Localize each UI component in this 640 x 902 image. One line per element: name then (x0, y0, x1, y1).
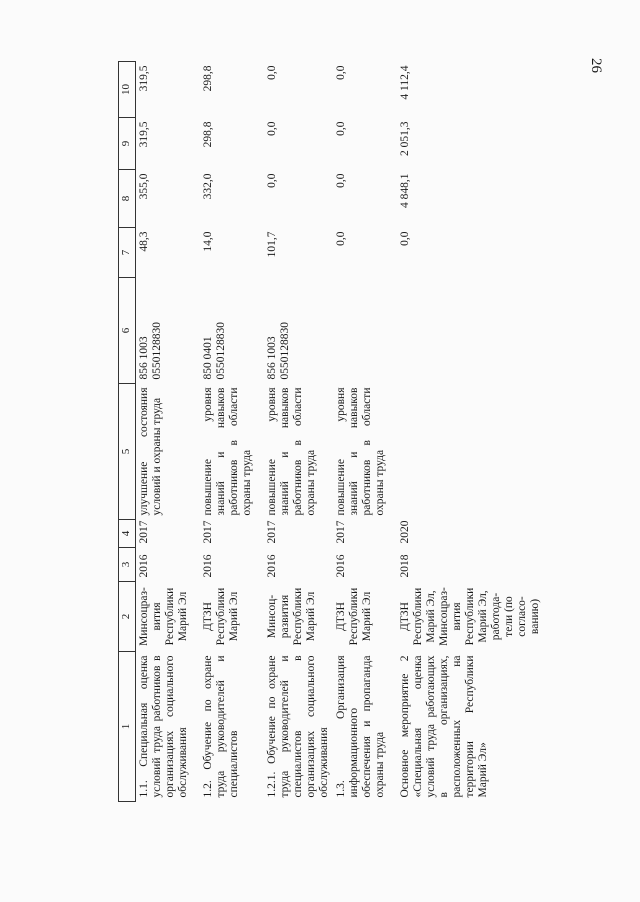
cell-code: 850 0401 0550128830 (202, 322, 227, 380)
cell-value: 101,7 (266, 231, 278, 258)
cell-code (333, 278, 397, 384)
cell-value: 0,0 (266, 121, 278, 136)
table-row (397, 62, 544, 802)
cell-executor: ДТЗН Республики Марий Эл (335, 587, 373, 646)
col-header: 10 (119, 62, 136, 118)
cell-executor: Минсоцраз-вития Республики Марий Эл (138, 587, 189, 646)
header-row (119, 62, 136, 802)
cell-result: повышение уровня знаний и навыков работников в области охраны труда (335, 387, 386, 516)
cell-executor: ДТЗН Республики Марий Эл (202, 587, 240, 646)
rotated-table-wrapper (118, 62, 541, 802)
cell-value: 298,8 (202, 65, 214, 92)
cell-result: улучшение состояния условий и охраны труда (138, 387, 163, 516)
cell-value: 0,0 (399, 231, 411, 246)
cell-result: повышение уровня знаний и навыков работников в области охраны труда (202, 387, 253, 516)
cell-result: повышение уровня знаний и навыков работников в области охраны труда (266, 387, 317, 516)
col-header: 5 (119, 384, 136, 520)
col-header: 8 (119, 170, 136, 228)
cell-end: 2017 (266, 520, 278, 544)
col-header: 1 (119, 652, 136, 802)
cell-name: 1.1. Специальная оценка условий труда работников в организациях социального обслуживания (138, 655, 189, 798)
cell-value: 319,5 (138, 65, 150, 92)
cell-value: 0,0 (335, 65, 347, 80)
table-row (333, 62, 397, 802)
cell-code: 856 1003 0550128830 (266, 322, 291, 380)
col-header: 7 (119, 228, 136, 278)
cell-name: 1.2.1. Обучение по охране труда руководителей и специалистов в организациях социального обслуживания (266, 655, 330, 798)
cell-value: 0,0 (266, 173, 278, 188)
cell-end: 2017 (335, 520, 347, 544)
cell-end: 2017 (202, 520, 214, 544)
col-header: 4 (119, 520, 136, 548)
col-header: 6 (119, 278, 136, 384)
cell-end: 2020 (399, 520, 411, 544)
col-header: 9 (119, 118, 136, 170)
cell-value: 2 051,3 (399, 121, 411, 156)
cell-result (397, 384, 544, 520)
cell-code: 856 1003 0550128830 (138, 322, 163, 380)
table-row (136, 62, 201, 802)
table-row (264, 62, 333, 802)
cell-value: 0,0 (266, 65, 278, 80)
cell-start: 2016 (138, 554, 150, 578)
cell-start: 2016 (335, 554, 347, 578)
cell-value: 0,0 (335, 173, 347, 188)
cell-value: 14,0 (202, 231, 214, 252)
cell-value: 332,0 (202, 173, 214, 200)
cell-value: 319,5 (138, 121, 150, 148)
table-row (200, 62, 264, 802)
cell-name: 1.2. Обучение по охране труда руководителей и специалистов (202, 655, 240, 798)
cell-executor: ДТЗН Республики Марий Эл, Минсоцраз-вития Республики Марий Эл, работода-тели (по согласо-ванию) (399, 587, 541, 646)
cell-value: 0,0 (335, 231, 347, 246)
col-header: 3 (119, 548, 136, 582)
cell-name: Основное мероприятие 2 «Специальная оценка условий труда работающих в организациях, расположенных на территории Республики Марий Эл» (399, 655, 489, 798)
cell-value: 48,3 (138, 231, 150, 252)
cell-name: 1.3. Организация информационного обеспечения и пропаганда охраны труда (335, 655, 386, 798)
cell-start: 2016 (266, 554, 278, 578)
cell-value: 0,0 (335, 121, 347, 136)
cell-code (397, 278, 544, 384)
cell-end: 2017 (138, 520, 150, 544)
cell-executor: Минсоц-развития Республики Марий Эл (266, 587, 317, 646)
cell-value: 355,0 (138, 173, 150, 200)
page-number: 26 (588, 58, 604, 73)
cell-value: 4 848,1 (399, 173, 411, 208)
col-header: 2 (119, 582, 136, 652)
cell-start: 2018 (399, 554, 411, 578)
cell-start: 2016 (202, 554, 214, 578)
cell-value: 298,8 (202, 121, 214, 148)
program-table (118, 61, 544, 802)
cell-value: 4 112,4 (399, 65, 411, 100)
